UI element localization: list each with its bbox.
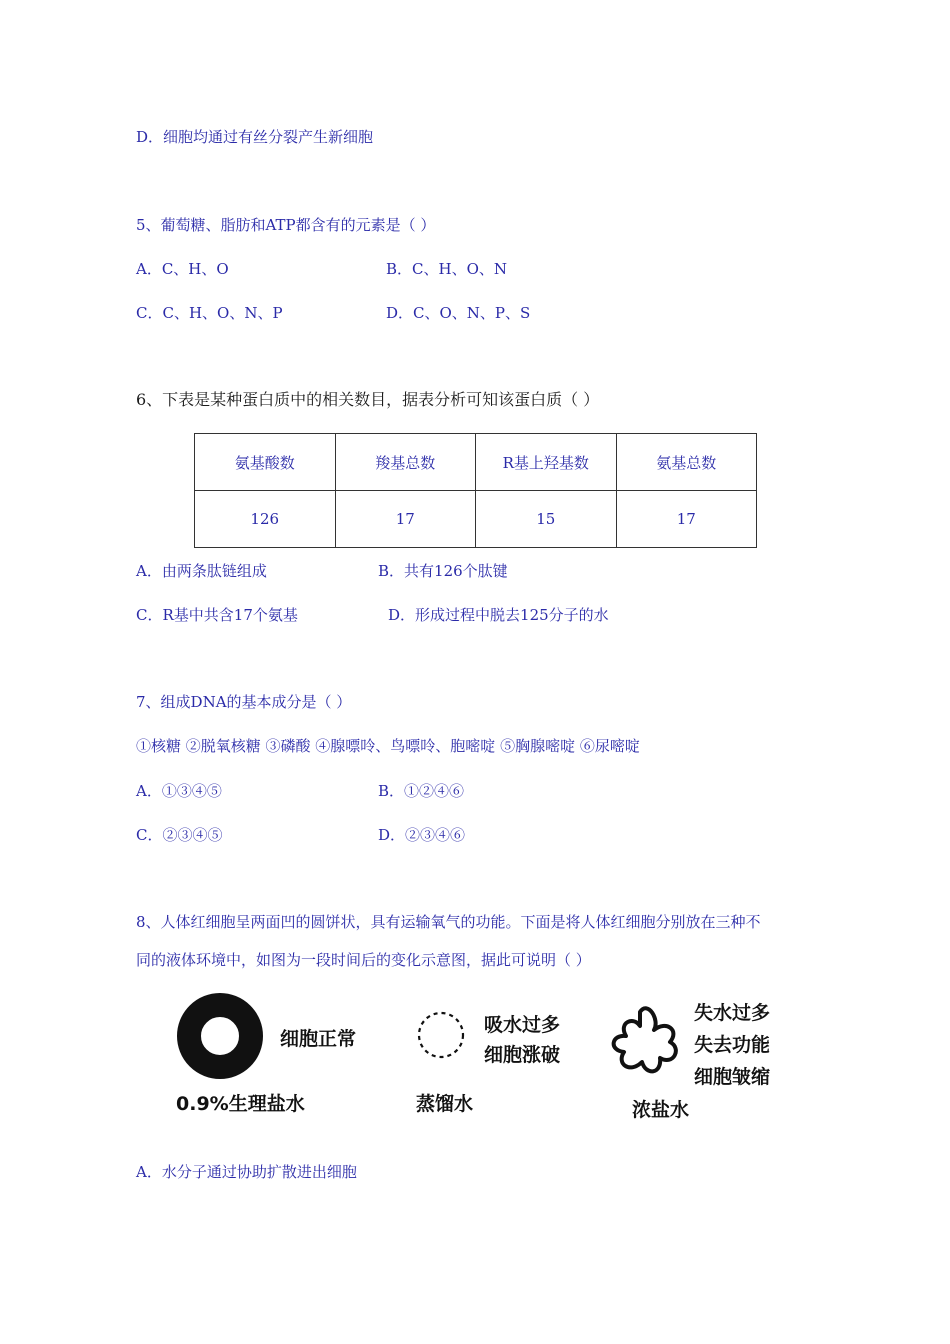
q6-option-d: D．形成过程中脱去125分子的水 bbox=[388, 606, 609, 624]
shrunk-cell-icon bbox=[614, 1008, 676, 1071]
table-header-cell: 氨基酸数 bbox=[195, 434, 336, 491]
table-value-cell: 15 bbox=[476, 491, 617, 548]
normal-cell-icon bbox=[189, 1005, 251, 1067]
q6-stem: 6、下表是某种蛋白质中的相关数目，据表分析可知该蛋白质（ ） bbox=[136, 390, 600, 409]
q5-option-c: C．C、H、O、N、P bbox=[136, 304, 283, 322]
q8-stem-line2: 同的液体环境中，如图为一段时间后的变化示意图，据此可说明（ ） bbox=[136, 951, 591, 969]
q5-option-d: D．C、O、N、P、S bbox=[386, 304, 531, 322]
q5-stem: 5、葡萄糖、脂肪和ATP都含有的元素是（ ） bbox=[136, 216, 436, 234]
q7-option-b: B．①②④⑥ bbox=[378, 782, 465, 800]
q7-option-d: D．②③④⑥ bbox=[378, 826, 466, 844]
q8-figure bbox=[160, 990, 800, 1130]
q6-table bbox=[194, 433, 757, 548]
normal-cell-label: 细胞正常 bbox=[280, 1028, 357, 1050]
burst-cell-icon bbox=[419, 1013, 463, 1057]
shrunk-cell-label-1: 失水过多 bbox=[694, 1002, 771, 1024]
q5-option-a: A．C、H、O bbox=[136, 260, 229, 278]
q7-items: ①核糖 ②脱氧核糖 ③磷酸 ④腺嘌呤、鸟嘌呤、胞嘧啶 ⑤胸腺嘧啶 ⑥尿嘧啶 bbox=[136, 737, 640, 755]
table-row bbox=[195, 491, 757, 548]
table-value-cell: 126 bbox=[195, 491, 336, 548]
q6-option-b: B．共有126个肽键 bbox=[378, 562, 508, 580]
q8-option-a: A．水分子通过协助扩散进出细胞 bbox=[136, 1163, 357, 1181]
shrunk-solution-label: 浓盐水 bbox=[632, 1099, 690, 1121]
q7-stem: 7、组成DNA的基本成分是（ ） bbox=[136, 693, 352, 711]
burst-solution-label: 蒸馏水 bbox=[416, 1093, 474, 1115]
q5-option-b: B．C、H、O、N bbox=[386, 260, 508, 278]
q7-option-a: A．①③④⑤ bbox=[136, 782, 222, 800]
q7-option-c: C．②③④⑤ bbox=[136, 826, 223, 844]
burst-cell-label-1: 吸水过多 bbox=[484, 1014, 561, 1036]
normal-solution-label: 0.9%生理盐水 bbox=[176, 1093, 305, 1115]
q8-stem-line1: 8、人体红细胞呈两面凹的圆饼状，具有运输氧气的功能。下面是将人体红细胞分别放在三种不 bbox=[136, 913, 761, 931]
table-header-cell: R基上羟基数 bbox=[476, 434, 617, 491]
table-header-cell: 羧基总数 bbox=[335, 434, 476, 491]
burst-cell-label-2: 细胞涨破 bbox=[484, 1044, 561, 1066]
table-header-cell: 氨基总数 bbox=[616, 434, 757, 491]
q6-option-a: A．由两条肽链组成 bbox=[136, 562, 267, 580]
shrunk-cell-label-2: 失去功能 bbox=[694, 1034, 771, 1056]
q6-option-c: C．R基中共含17个氨基 bbox=[136, 606, 298, 624]
shrunk-cell-label-3: 细胞皱缩 bbox=[694, 1066, 771, 1088]
q4-option-d: D．细胞均通过有丝分裂产生新细胞 bbox=[136, 128, 374, 146]
table-value-cell: 17 bbox=[616, 491, 757, 548]
table-value-cell: 17 bbox=[335, 491, 476, 548]
table-row bbox=[195, 434, 757, 491]
